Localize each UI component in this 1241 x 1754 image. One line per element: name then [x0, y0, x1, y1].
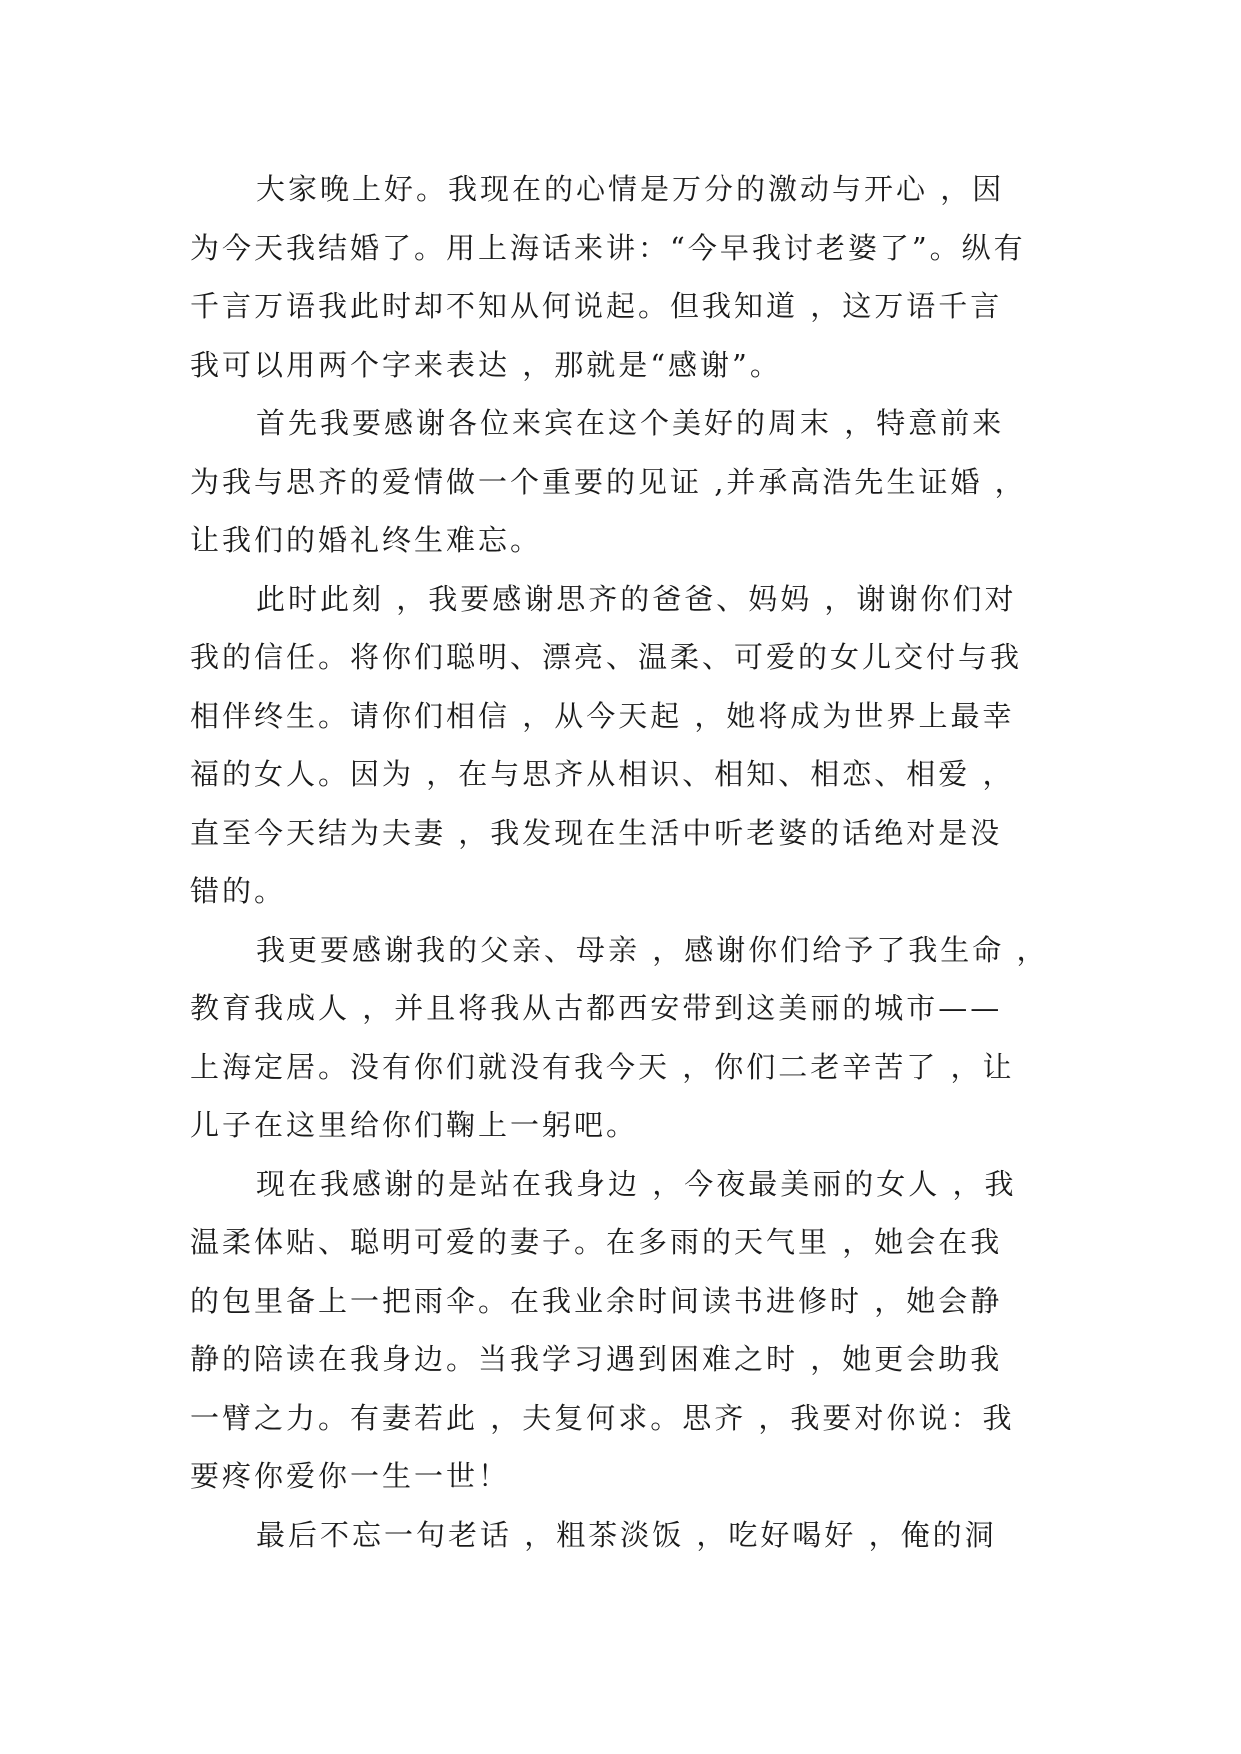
text-line: 的包里备上一把雨伞。在我业余时间读书进修时 ，她会静 [190, 1283, 1003, 1318]
text-line: 此时此刻 ，我要感谢思齐的爸爸、妈妈 ，谢谢你们对 [256, 581, 1017, 616]
text-line: 静的陪读在我身边。当我学习遇到困难之时 ，她更会助我 [190, 1342, 1003, 1376]
text-line: 要疼你爱你一生一世！ [190, 1459, 511, 1493]
text-line: 温柔体贴、聪明可爱的妻子。在多雨的天气里 ，她会在我 [190, 1225, 1003, 1259]
paragraph-3 [190, 570, 1058, 921]
paragraph-6 [190, 1506, 1058, 1565]
text-line: 大家晚上好。我现在的心情是万分的激动与开心 ，因 [256, 172, 1005, 206]
text-line: 首先我要感谢各位来宾在这个美好的周末 ，特意前来 [256, 406, 1005, 440]
text-line: 让我们的婚礼终生难忘。 [190, 523, 543, 557]
text-line: 我的信任。将你们聪明、漂亮、温柔、可爱的女儿交付与我 [190, 640, 1023, 674]
text-line: 福的女人。因为 ，在与思齐从相识、相知、相恋、相爱 ， [190, 757, 1015, 791]
text-line: 最后不忘一句老话 ，粗茶淡饭 ，吃好喝好 ，俺的洞 [256, 1517, 997, 1552]
paragraph-5 [190, 1155, 1058, 1506]
speech-body [190, 160, 1058, 1564]
text-line: 现在我感谢的是站在我身边 ，今夜最美丽的女人 ，我 [256, 1166, 1017, 1201]
paragraph-4 [190, 921, 1058, 1155]
text-line: 为今天我结婚了。用上海话来讲：“今早我讨老婆了”。纵有 [190, 230, 1026, 265]
paragraph-1 [190, 160, 1058, 394]
text-line: 错的。 [190, 874, 287, 908]
text-line: 直至今天结为夫妻 ，我发现在生活中听老婆的话绝对是没 [190, 815, 1003, 850]
text-line: 为我与思齐的爱情做一个重要的见证 ,并承高浩先生证婚 ， [190, 464, 1027, 499]
text-line: 上海定居。没有你们就没有我今天 ，你们二老辛苦了 ，让 [190, 1049, 1015, 1084]
text-line: 一臂之力。有妻若此 ，夫复何求。思齐 ，我要对你说：我 [190, 1400, 1015, 1435]
text-line: 相伴终生。请你们相信 ，从今天起 ，她将成为世界上最幸 [190, 698, 1015, 733]
paragraph-2 [190, 394, 1058, 570]
text-line: 千言万语我此时却不知从何说起。但我知道 ，这万语千言 [190, 289, 1003, 323]
text-line: 我更要感谢我的父亲、母亲 ，感谢你们给予了我生命 ， [256, 932, 1049, 967]
text-line: 教育我成人 ，并且将我从古都西安带到这美丽的城市—— [190, 991, 1003, 1025]
text-line: 儿子在这里给你们鞠上一躬吧。 [190, 1108, 639, 1142]
text-line: 我可以用两个字来表达 ，那就是“感谢”。 [190, 347, 782, 382]
